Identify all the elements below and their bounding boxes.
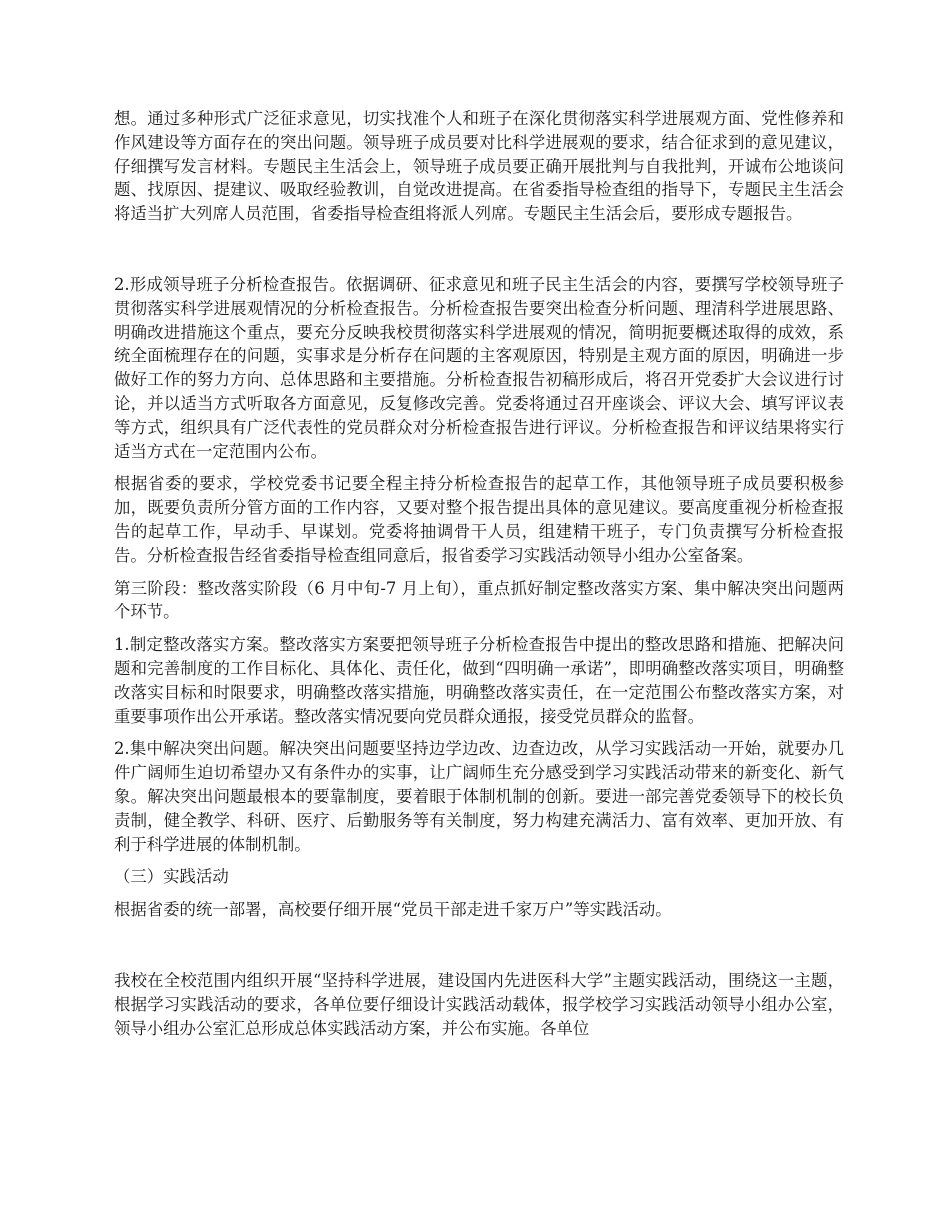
paragraph-gap — [114, 226, 844, 273]
document-body — [114, 107, 844, 1040]
paragraph-gap — [114, 568, 844, 577]
paragraph-7: 根据省委的统一部署，高校要仔细开展“党员干部走进千家万户”等实践活动。 — [114, 900, 672, 920]
paragraph-8: 我校在全校范围内组织开展“坚持科学进展，建设国内先进医科大学”主题实践活动，围绕这一主题，根据学习实践活动的要求，各单位要仔细设计实践活动载体，报学校学习实践活动领导小组办公室，领导小组办公室汇总形成总体实践活动方案，并公布实施。各单位 — [114, 970, 844, 1038]
paragraph-gap — [114, 889, 844, 898]
paragraph-gap — [114, 922, 844, 969]
paragraph-gap — [114, 728, 844, 737]
section-heading: （三）实践活动 — [114, 867, 229, 887]
paragraph-3: 根据省委的要求，学校党委书记要全程主持分析检查报告的起草工作，其他领导班子成员要积极参加，既要负责所分管方面的工作内容，又要对整个报告提出具体的意见建议。要高度重视分析检查报告的起草工作，早动手、早谋划。党委将抽调骨干人员，组建精干班子，专门负责撰写分析检查报告。分析检查报告经省委指导检查组同意后，报省委学习实践活动领导小组办公室备案。 — [114, 474, 844, 565]
paragraph-1: 想。通过多种形式广泛征求意见，切实找准个人和班子在深化贯彻落实科学进展观方面、党性修养和作风建设等方面存在的突出问题。领导班子成员要对比科学进展观的要求，结合征求到的意见建议，仔细撰写发言材料。专题民主生活会上，领导班子成员要正确开展批判与自我批判，开诚布公地谈问题、找原因、提建议、吸取经验教训，自觉改进提高。在省委指导检查组的指导下，专题民主生活会将适当扩大列席人员范围，省委指导检查组将派人列席。专题民主生活会后，要形成专题报告。 — [114, 109, 844, 224]
paragraph-6: 2.集中解决突出问题。解决突出问题要坚持边学边改、边查边改，从学习实践活动一开始，就要办几件广阔师生迫切希望办又有条件办的实事，让广阔师生充分感受到学习实践活动带来的新变化、新气象。解决突出问题最根本的要靠制度，要着眼于体制机制的创新。要进一部完善党委领导下的校长负责制，健全教学、科研、医疗、后勤服务等有关制度，努力构建充满活力、富有效率、更加开放、有利于科学进展的体制机制。 — [114, 739, 844, 854]
paragraph-5: 1.制定整改落实方案。整改落实方案要把领导班子分析检查报告中提出的整改思路和措施、把解决问题和完善制度的工作目标化、具体化、责任化，做到“四明确一承诺”，即明确整改落实项目，明确整改落实目标和时限要求，明确整改落实措施，明确整改落实责任，在一定范围公布整改落实方案，对重要事项作出公开承诺。整改落实情况要向党员群众通报，接受党员群众的监督。 — [114, 635, 844, 726]
paragraph-4: 第三阶段：整改落实阶段（6 月中旬-7 月上旬），重点抓好制定整改落实方案、集中解决突出问题两个环节。 — [114, 578, 844, 622]
paragraph-gap — [114, 624, 844, 633]
paragraph-2: 2.形成领导班子分析检查报告。依据调研、征求意见和班子民主生活会的内容，要撰写学校领导班子贯彻落实科学进展观情况的分析检查报告。分析检查报告要突出检查分析问题、理清科学进展思路、明确改进措施这个重点，要充分反映我校贯彻落实科学进展观的情况，简明扼要概述取得的成效，系统全面梳理存在的问题，实事求是分析存在问题的主客观原因，特别是主观方面的原因，明确进一步做好工作的努力方向、总体思路和主要措施。分析检查报告初稿形成后，将召开党委扩大会议进行讨论，并以适当方式听取各方面意见，反复修改完善。党委将通过召开座谈会、评议大会、填写评议表等方式，组织具有广泛代表性的党员群众对分析检查报告进行评议。分析检查报告和评议结果将实行适当方式在一定范围内公布。 — [114, 274, 844, 461]
paragraph-gap — [114, 856, 844, 865]
paragraph-gap — [114, 463, 844, 472]
